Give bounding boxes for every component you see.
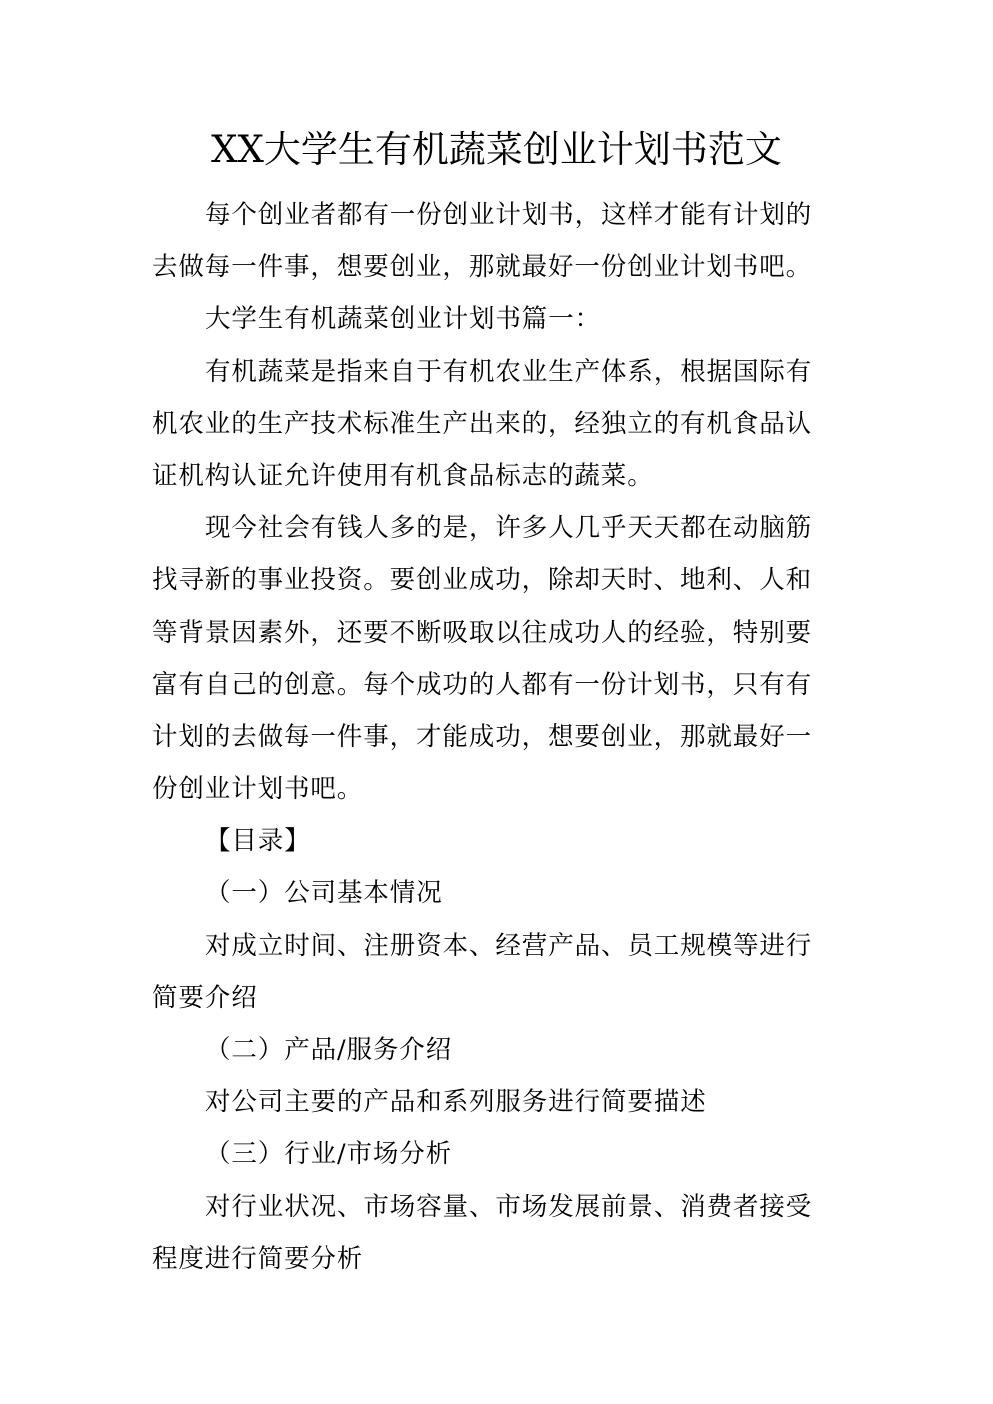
- text-line: 有机蔬菜是指来自于有机农业生产体系，根据国际有: [205, 356, 813, 387]
- text-line: 等背景因素外，还要不断吸取以往成功人的经验，特别要: [152, 617, 813, 648]
- text-line: 每个创业者都有一份创业计划书，这样才能有计划的: [205, 200, 813, 230]
- text-line: 找寻新的事业投资。要创业成功，除却天时、地利、人和: [152, 565, 813, 596]
- text-line: 大学生有机蔬菜创业计划书篇一：: [205, 304, 602, 335]
- text-line: （一）公司基本情况: [205, 878, 443, 909]
- text-line: （三）行业/市场分析: [205, 1139, 453, 1170]
- text-line: 程度进行简要分析: [152, 1243, 364, 1274]
- document-body: [152, 189, 822, 1285]
- text-line: 机农业的生产技术标准生产出来的，经独立的有机食品认: [152, 408, 813, 439]
- text-line: 简要介绍: [152, 982, 258, 1013]
- document-title: XX大学生有机蔬菜创业计划书范文: [211, 128, 782, 171]
- text-line: 份创业计划书吧。: [152, 774, 364, 805]
- text-line: （二）产品/服务介绍: [205, 1035, 453, 1065]
- text-line: 计划的去做每一件事，才能成功，想要创业，那就最好一: [152, 721, 813, 752]
- text-line: 对成立时间、注册资本、经营产品、员工规模等进行: [205, 930, 813, 961]
- text-line: 对公司主要的产品和系列服务进行简要描述: [205, 1087, 707, 1118]
- text-line: 去做每一件事，想要创业，那就最好一份创业计划书吧。: [152, 252, 813, 283]
- text-line: 现今社会有钱人多的是，许多人几乎天天都在动脑筋: [205, 513, 813, 544]
- text-line: 对行业状况、市场容量、市场发展前景、消费者接受: [205, 1191, 813, 1222]
- text-line: 证机构认证允许使用有机食品标志的蔬菜。: [152, 460, 654, 491]
- text-line: 【目录】: [205, 826, 311, 857]
- text-line: 富有自己的创意。每个成功的人都有一份计划书，只有有: [152, 669, 813, 700]
